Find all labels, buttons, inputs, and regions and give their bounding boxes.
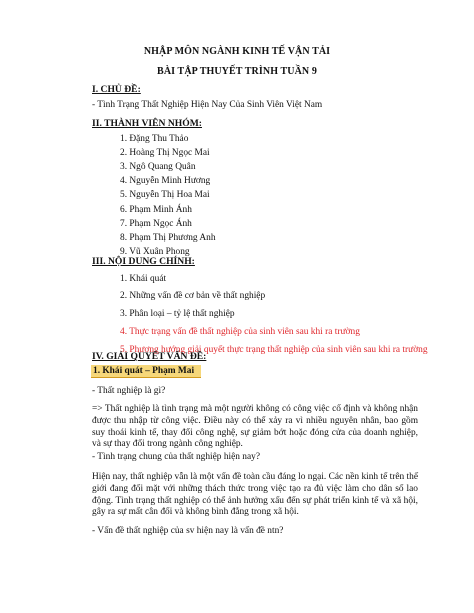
member-item: 9. Vũ Xuân Phong — [120, 247, 190, 257]
question-3: - Vấn đề thất nghiệp của sv hiện nay là vấn đề ntn? — [92, 526, 284, 536]
member-item: 3. Ngô Quang Quân — [120, 162, 196, 172]
answer-2-paragraph: Hiện nay, thất nghiệp vẫn là một vấn đề toàn cầu đáng lo ngại. Các nền kinh tế trên thế giới đang đối mặt với những thách thức trong việc tạo ra đủ việc làm cho dân số lao động. Tình trạng thất nghiệp có thể ảnh hưởng xấu đến sự phát triển kinh tế và xã hội, gây ra sự mất cân đối và không bình đẳng trong xã hội. — [92, 472, 418, 518]
contents-item: 2. Những vấn đề cơ bản về thất nghiệp — [120, 291, 266, 301]
topic-text: - Tình Trạng Thất Nghiệp Hiện Nay Của Sinh Viên Việt Nam — [92, 100, 323, 110]
member-item: 4. Nguyễn Minh Hương — [120, 176, 211, 186]
contents-item: 1. Khái quát — [120, 274, 167, 284]
course-title: NHẬP MÔN NGÀNH KINH TẾ VẬN TẢI — [143, 46, 331, 57]
contents-item-highlighted: 4. Thực trạng vấn đề thất nghiệp của sinh viên sau khi ra trường — [120, 327, 360, 337]
section-solution-heading: IV. GIẢI QUYẾT VẤN ĐỀ: — [92, 351, 207, 362]
member-item: 6. Phạm Minh Ánh — [120, 205, 192, 215]
answer-1-paragraph: => Thất nghiệp là tình trạng mà một người không có công việc cố định và không nhận được thu nhập từ công việc. Điều này có thể xảy ra vì nhiều nguyên nhân, bao gồm suy thoái kinh tế, thay đổi công nghệ, sự giảm bớt hoặc đóng cửa của doanh nghiệp, và sự thay đổi trong ngành công nghiệp. — [92, 404, 418, 450]
section-members-heading: II. THÀNH VIÊN NHÓM: — [92, 118, 202, 129]
member-item: 8. Phạm Thị Phương Anh — [120, 233, 216, 243]
question-2: - Tình trạng chung của thất nghiệp hiện nay? — [92, 452, 261, 462]
assignment-title: BÀI TẬP THUYẾT TRÌNH TUẦN 9 — [157, 66, 317, 77]
contents-item-highlighted: 5. Phương hướng giải quyết thực trạng thất nghiệp của sinh viên sau khi ra trường — [120, 345, 428, 355]
section-contents-heading: III. NỘI DUNG CHÍNH: — [92, 256, 195, 267]
part1-heading-highlight: 1. Khái quát – Phạm Mai — [91, 365, 201, 378]
member-item: 1. Đặng Thu Thảo — [120, 134, 189, 144]
member-item: 5. Nguyễn Thị Hoa Mai — [120, 190, 210, 200]
contents-item: 3. Phân loại – tỷ lệ thất nghiệp — [120, 309, 235, 319]
member-item: 7. Phạm Ngọc Ánh — [120, 219, 192, 229]
section-topic-heading: I. CHỦ ĐỀ: — [92, 84, 141, 95]
question-1: - Thất nghiệp là gì? — [92, 386, 166, 396]
member-item: 2. Hoàng Thị Ngọc Mai — [120, 148, 210, 158]
